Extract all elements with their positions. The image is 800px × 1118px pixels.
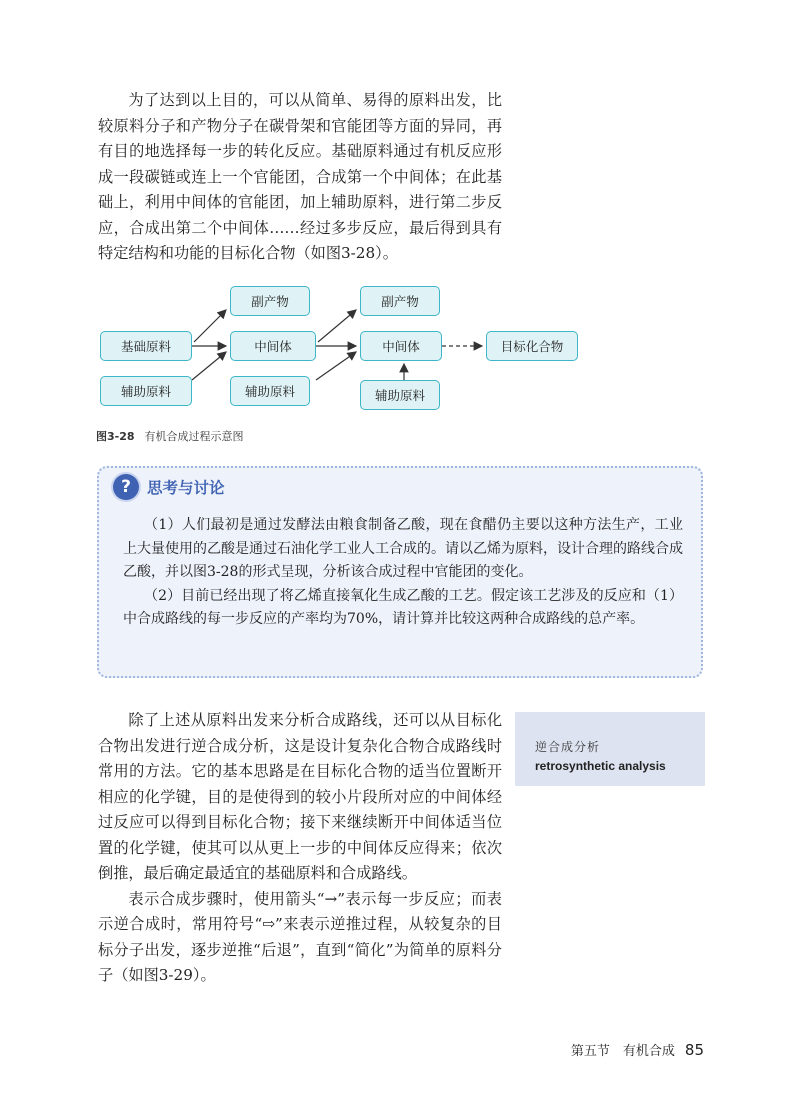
node-intermediate-1: 中间体 bbox=[230, 331, 316, 361]
figure-number: 图3-28 bbox=[96, 430, 135, 443]
main-text bbox=[98, 708, 502, 989]
intro-text bbox=[98, 88, 502, 267]
node-target-compound: 目标化合物 bbox=[486, 331, 578, 361]
node-byproduct-1: 副产物 bbox=[230, 286, 310, 316]
term-chinese: 逆合成分析 bbox=[535, 740, 601, 754]
term-sidenote bbox=[515, 712, 705, 786]
arrow-aux2 bbox=[316, 352, 356, 380]
section-label: 第五节 有机合成 bbox=[570, 1044, 675, 1059]
node-byproduct-2: 副产物 bbox=[360, 286, 440, 316]
think-header bbox=[113, 474, 225, 500]
node-aux-material-1: 辅助原料 bbox=[100, 376, 192, 406]
node-base-material: 基础原料 bbox=[100, 331, 192, 361]
think-body bbox=[123, 514, 683, 632]
page-number: 85 bbox=[684, 1041, 704, 1059]
think-title: 思考与讨论 bbox=[147, 479, 225, 497]
node-aux-material-2: 辅助原料 bbox=[230, 376, 310, 406]
main-paragraph-1: 除了上述从原料出发来分析合成路线，还可以从目标化合物出发进行逆合成分析，这是设计复杂化合物合成路线时常用的方法。它的基本思路是在目标化合物的适当位置断开相应的化学键，目的是使得到的较小片段所对应的中间体经过反应可以得到目标化合物；接下来继续断开中间体适当位置的化学键，使其可以从更上一步的中间体反应得来；依次倒推，最后确定最适宜的基础原料和合成路线。 bbox=[98, 711, 502, 882]
arrow-aux1 bbox=[192, 352, 226, 380]
term-english: retrosynthetic analysis bbox=[535, 759, 666, 773]
question-icon: ? bbox=[113, 474, 139, 500]
node-intermediate-2: 中间体 bbox=[360, 331, 442, 361]
intro-paragraph: 为了达到以上目的，可以从简单、易得的原料出发，比较原料分子和产物分子在碳骨架和官能团等方面的异同，再有目的地选择每一步的转化反应。基础原料通过有机反应形成一段碳链或连上一个官能团，合成第一个中间体；在此基础上，利用中间体的官能团，加上辅助原料，进行第二步反应，合成出第二个中间体……经过多步反应，最后得到具有特定结构和功能的目标化合物（如图3-28）。 bbox=[98, 91, 502, 262]
main-paragraph-2: 表示合成步骤时，使用箭头“→”表示每一步反应；而表示逆合成时，常用符号“⇨”来表示逆推过程，从较复杂的目标分子出发，逐步逆推“后退”，直到“简化”为简单的原料分子（如图3-29）。 bbox=[98, 889, 502, 984]
question-1: （1）人们最初是通过发酵法由粮食制备乙酸，现在食醋仍主要以这种方法生产，工业上大量使用的乙酸是通过石油化学工业人工合成的。请以乙烯为原料，设计合理的路线合成乙酸，并以图3-28的形式呈现，分析该合成过程中官能团的变化。 bbox=[123, 517, 683, 580]
figure-caption bbox=[96, 428, 244, 444]
page-footer bbox=[571, 1040, 704, 1059]
think-and-discuss-box bbox=[97, 466, 703, 678]
arrow-to-byproduct2 bbox=[318, 310, 356, 342]
figure-title: 有机合成过程示意图 bbox=[144, 430, 244, 443]
node-aux-material-3: 辅助原料 bbox=[360, 380, 440, 410]
synthesis-diagram bbox=[96, 284, 596, 414]
question-2: （2）目前已经出现了将乙烯直接氧化生成乙酸的工艺。假定该工艺涉及的反应和（1）中合成路线的每一步反应的产率均为70%，请计算并比较这两种合成路线的总产率。 bbox=[123, 587, 683, 627]
arrow-to-byproduct1 bbox=[194, 310, 226, 342]
